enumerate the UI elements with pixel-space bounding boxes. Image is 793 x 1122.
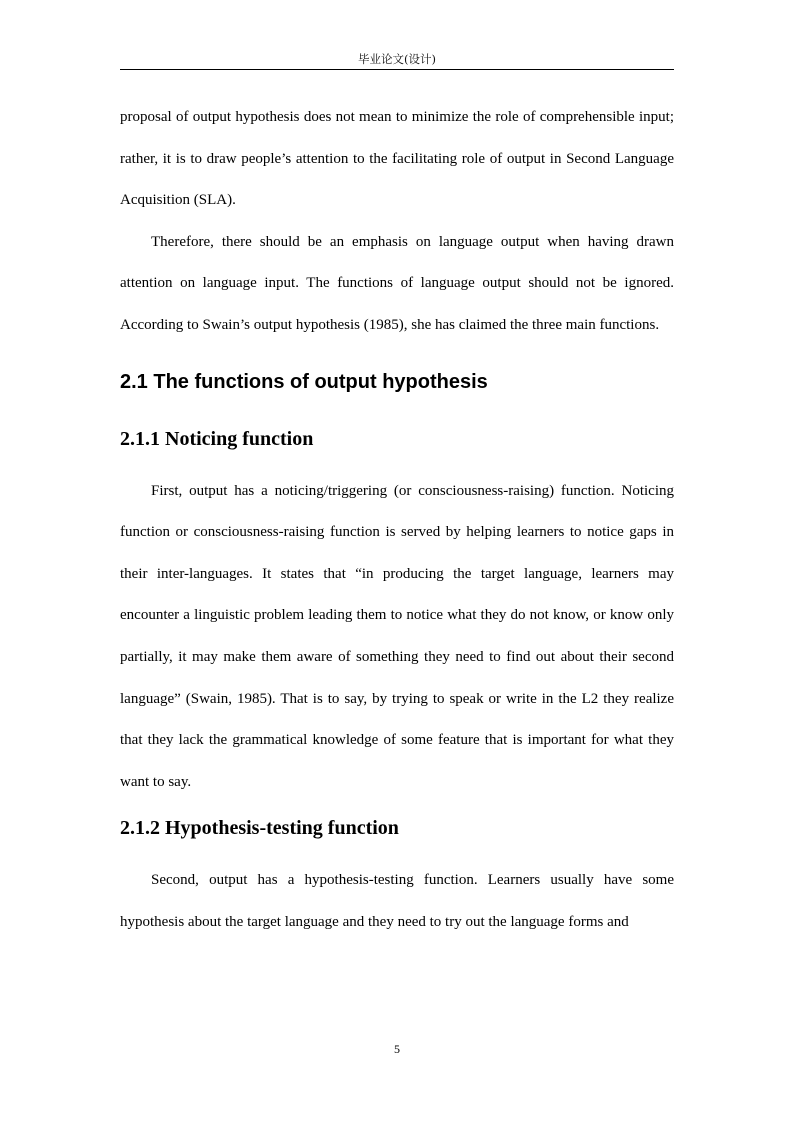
paragraph-emphasis-output: Therefore, there should be an emphasis on language output when having drawn attention on language input. The functions of language output should not be ignored. According to Swain’s output hypothesis (1985), she has claimed the three main functions. bbox=[120, 233, 674, 333]
section-heading-functions: 2.1 The functions of output hypothesis bbox=[120, 370, 488, 393]
page-content bbox=[120, 97, 674, 944]
page-number: 5 bbox=[394, 1042, 400, 1056]
header-rule bbox=[120, 69, 674, 70]
paragraph-hypothesis-testing: Second, output has a hypothesis-testing function. Learners usually have some hypothesis about the target language and they need to try out the language forms and bbox=[120, 872, 674, 930]
running-header: 毕业论文(设计) bbox=[358, 52, 436, 66]
subsection-heading-noticing: 2.1.1 Noticing function bbox=[120, 427, 314, 450]
paragraph-continuation: proposal of output hypothesis does not mean to minimize the role of comprehensible input; rather, it is to draw people’s attention to the facilitating role of output in Second Language Acquisition (SLA). bbox=[120, 109, 674, 209]
subsection-heading-hypothesis-testing: 2.1.2 Hypothesis-testing function bbox=[120, 817, 399, 840]
paragraph-noticing-function: First, output has a noticing/triggering (or consciousness-raising) function. Noticing function or consciousness-raising function is served by helping learners to notice gaps in their inter-languages. It states that “in producing the target language, learners may encounter a linguistic problem leading them to notice what they do not know, or know only partially, it may make them aware of something they need to find out about their second language” (Swain, 1985). That is to say, by trying to speak or write in the L2 they realize that they lack the grammatical knowledge of some feature that is important for what they want to say. bbox=[120, 482, 674, 790]
